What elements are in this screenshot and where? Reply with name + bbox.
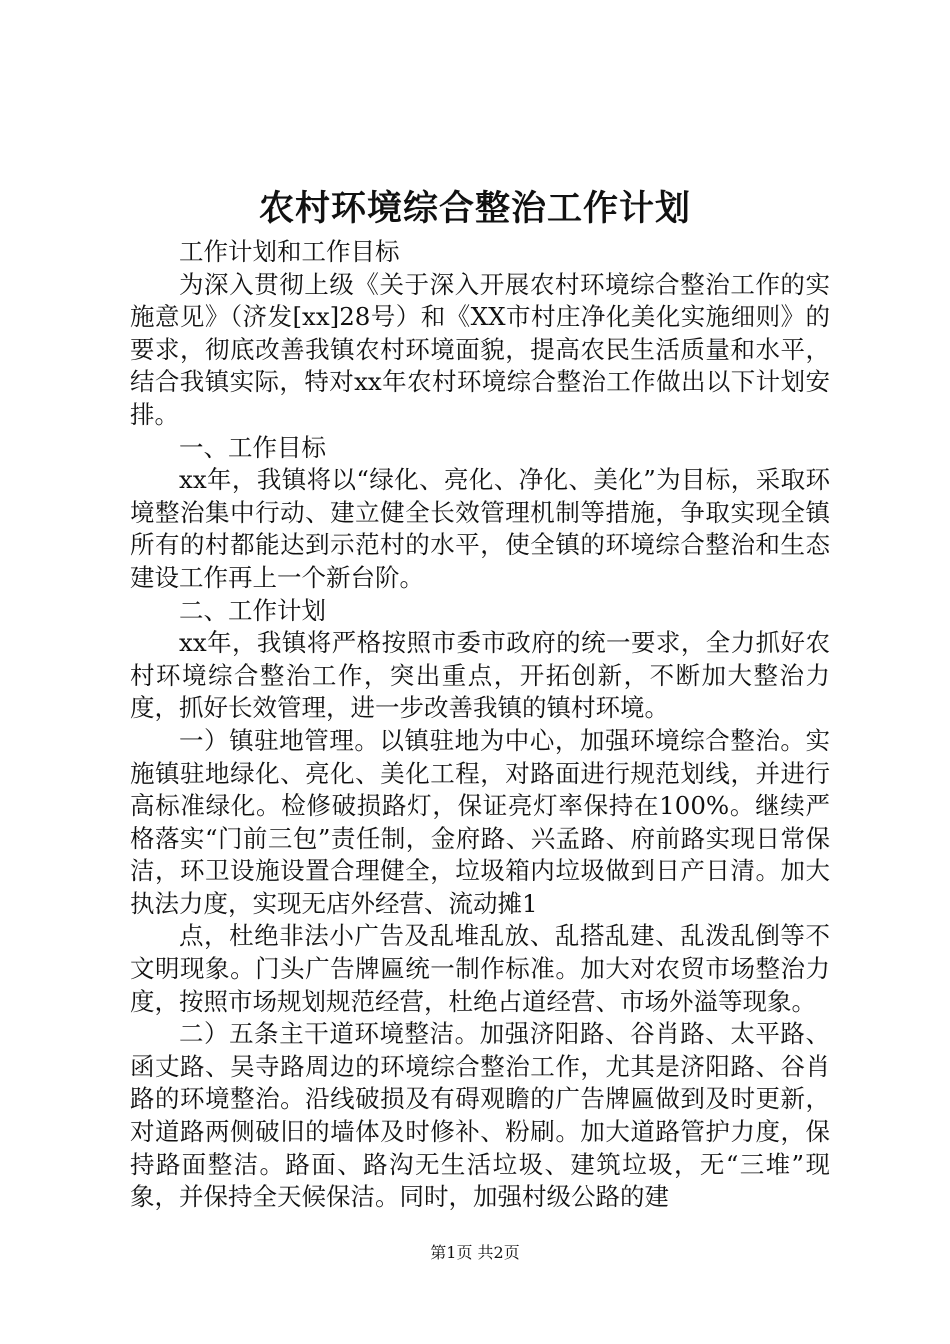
document-title: 农村环境综合整治工作计划	[258, 188, 691, 229]
paragraph-main-roads: 二）五条主干道环境整洁。加强济阳路、谷肖路、太平路、函丈路、吴寺路周边的环境综合整治工作，尤其是济阳路、谷肖路的环境整治。沿线破损及有碍观瞻的广告牌匾做到及时更新，对道路两侧破旧的墙体及时修补、粉刷。加大道路管护力度，保持路面整洁。路面、路沟无生活垃圾、建筑垃圾，无“三堆”现象，并保持全天候保洁。同时，加强村级公路的建	[130, 1019, 830, 1212]
heading-work-plan: 二、工作计划	[179, 595, 326, 625]
paragraph-town-management: 一）镇驻地管理。以镇驻地为中心，加强环境综合整治。实施镇驻地绿化、亮化、美化工程，对路面进行规范划线，并进行高标准绿化。检修破损路灯，保证亮灯率保持在100%。继续严格落实“门前三包”责任制，金府路、兴孟路、府前路实现日常保洁，环卫设施设置合理健全，垃圾箱内垃圾做到日产日清。加大执法力度，实现无店外经营、流动摊1	[130, 725, 830, 918]
heading-work-goals: 一、工作目标	[179, 432, 326, 462]
paragraph-town-management-continued: 点，杜绝非法小广告及乱堆乱放、乱搭乱建、乱泼乱倒等不文明现象。门头广告牌匾统一制作标准。加大对农贸市场整治力度，按照市场规划规范经营，杜绝占道经营、市场外溢等现象。	[130, 921, 830, 1016]
paragraph-subtitle: 工作计划和工作目标	[179, 237, 400, 266]
document-body	[130, 236, 830, 1214]
page-number-footer: 第1页 共2页	[430, 1243, 520, 1262]
paragraph-intro: 为深入贯彻上级《关于深入开展农村环境综合整治工作的实施意见》（济发[xx]28号）和《XX市村庄净化美化实施细则》的要求，彻底改善我镇农村环境面貌，提高农民生活质量和水平，结合我镇实际，特对xx年农村环境综合整治工作做出以下计划安排。	[130, 269, 830, 429]
paragraph-plan-overview: xx年，我镇将严格按照市委市政府的统一要求，全力抓好农村环境综合整治工作，突出重点，开拓创新，不断加大整治力度，抓好长效管理，进一步改善我镇的镇村环境。	[130, 628, 830, 723]
paragraph-goals: xx年，我镇将以“绿化、亮化、净化、美化”为目标，采取环境整治集中行动、建立健全长效管理机制等措施，争取实现全镇所有的村都能达到示范村的水平，使全镇的环境综合整治和生态建设工作再上一个新台阶。	[130, 465, 830, 592]
